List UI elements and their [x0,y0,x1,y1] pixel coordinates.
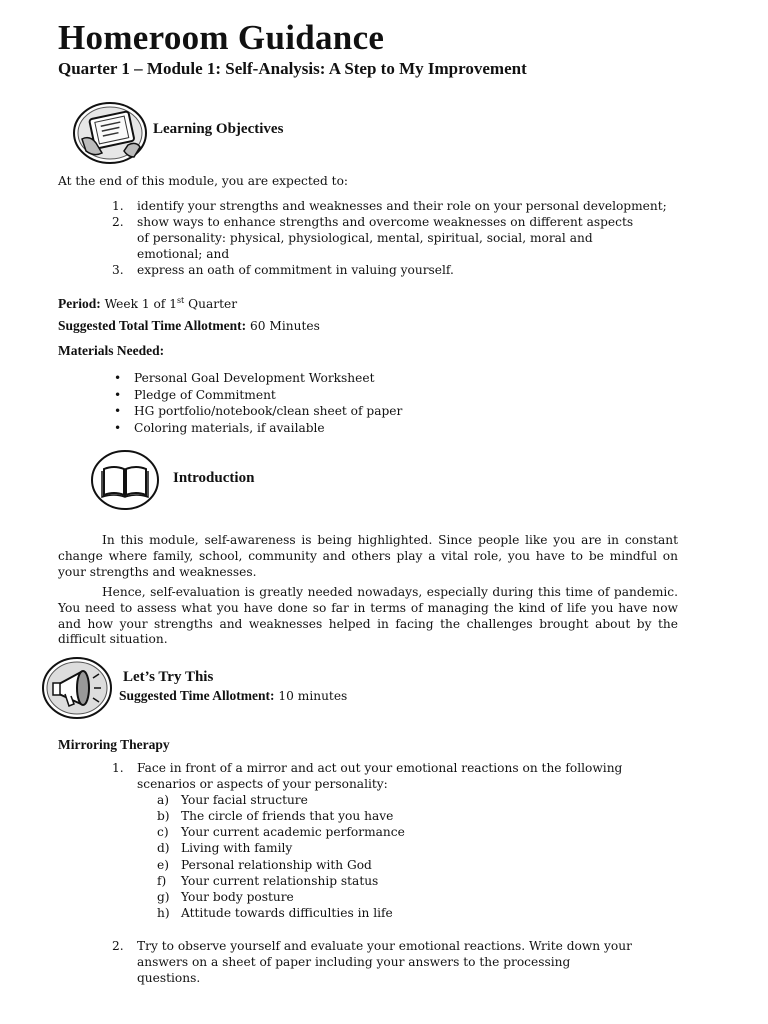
mirroring-step-2-list [112,938,712,986]
scenario-item: g) Your body posture [157,889,294,904]
scenario-item: e) Personal relationship with God [157,857,372,872]
introduction-heading: Introduction [173,470,255,486]
objectives-intro: At the end of this module, you are expected to: [58,174,349,188]
mirroring-steps [112,760,712,921]
material-item: • HG portfolio/notebook/clean sheet of paper [114,404,403,418]
objectives-list [112,198,732,278]
objective-item: 1. identify your strengths and weaknesses and their role on your personal development; [112,199,667,213]
page-subtitle: Quarter 1 – Module 1: Self-Analysis: A Step to My Improvement [58,59,527,78]
materials-label: Materials Needed: [58,343,165,358]
mirroring-therapy-heading: Mirroring Therapy [58,737,170,752]
scenario-item: d) Living with family [157,841,293,856]
scenario-item: h) Attitude towards difficulties in life [157,905,393,920]
open-book-icon [90,449,160,511]
mirroring-step-1: 1. Face in front of a mirror and act out your emotional reactions on the following scenarios or aspects of your personality: a) Your facial structure b) The circle of friends that you have c) Your current academic performance d) Living with family e) Personal relationship with God f) Your current relationship status g) Your body posture h) Attitude towards difficulties in life [112,760,712,921]
scenario-item: a) Your facial structure [157,793,308,808]
objective-item: 2. show ways to enhance strengths and overcome weaknesses on different aspects of personality: physical, physiological, mental, spiritual, social, moral and emotional; and [112,215,634,261]
materials-list [112,370,612,436]
introduction-paragraph-2: Hence, self-evaluation is greatly needed nowadays, especially during this time of pandemic. You need to assess what you have done so far in terms of managing the kind of life you have now and how your strengths and weaknesses helped in facing the challenges brought about by the difficult situation. [58,585,678,647]
lets-try-this-heading: Let’s Try This [123,669,214,685]
period-line: Period: Week 1 of 1st Quarter [58,296,238,312]
mirroring-step-2: 2. Try to observe yourself and evaluate your emotional reactions. Write down your answers on a sheet of paper including your answers to the processing questions. [112,939,632,985]
scenario-item: c) Your current academic performance [157,825,405,840]
scenario-item: b) The circle of friends that you have [157,809,394,824]
introduction-paragraph-1: In this module, self-awareness is being highlighted. Since people like you are in constant change where family, school, community and others play a vital role, you have to be mindful on your strengths and weaknesses. [58,533,678,579]
scenario-item: f) Your current relationship status [157,873,379,888]
material-item: • Pledge of Commitment [114,387,276,402]
scenario-list [137,792,712,921]
megaphone-icon [41,656,113,720]
material-item: • Personal Goal Development Worksheet [114,371,375,385]
learning-objectives-heading: Learning Objectives [153,121,284,137]
page-title: Homeroom Guidance [58,18,385,57]
try-this-allotment: Suggested Time Allotment: 10 minutes [119,688,348,703]
material-item: • Coloring materials, if available [114,420,325,435]
time-allotment-line: Suggested Total Time Allotment: 60 Minutes [58,318,320,333]
objective-item: 3. express an oath of commitment in valuing yourself. [112,263,454,277]
tablet-hand-icon [72,101,148,165]
